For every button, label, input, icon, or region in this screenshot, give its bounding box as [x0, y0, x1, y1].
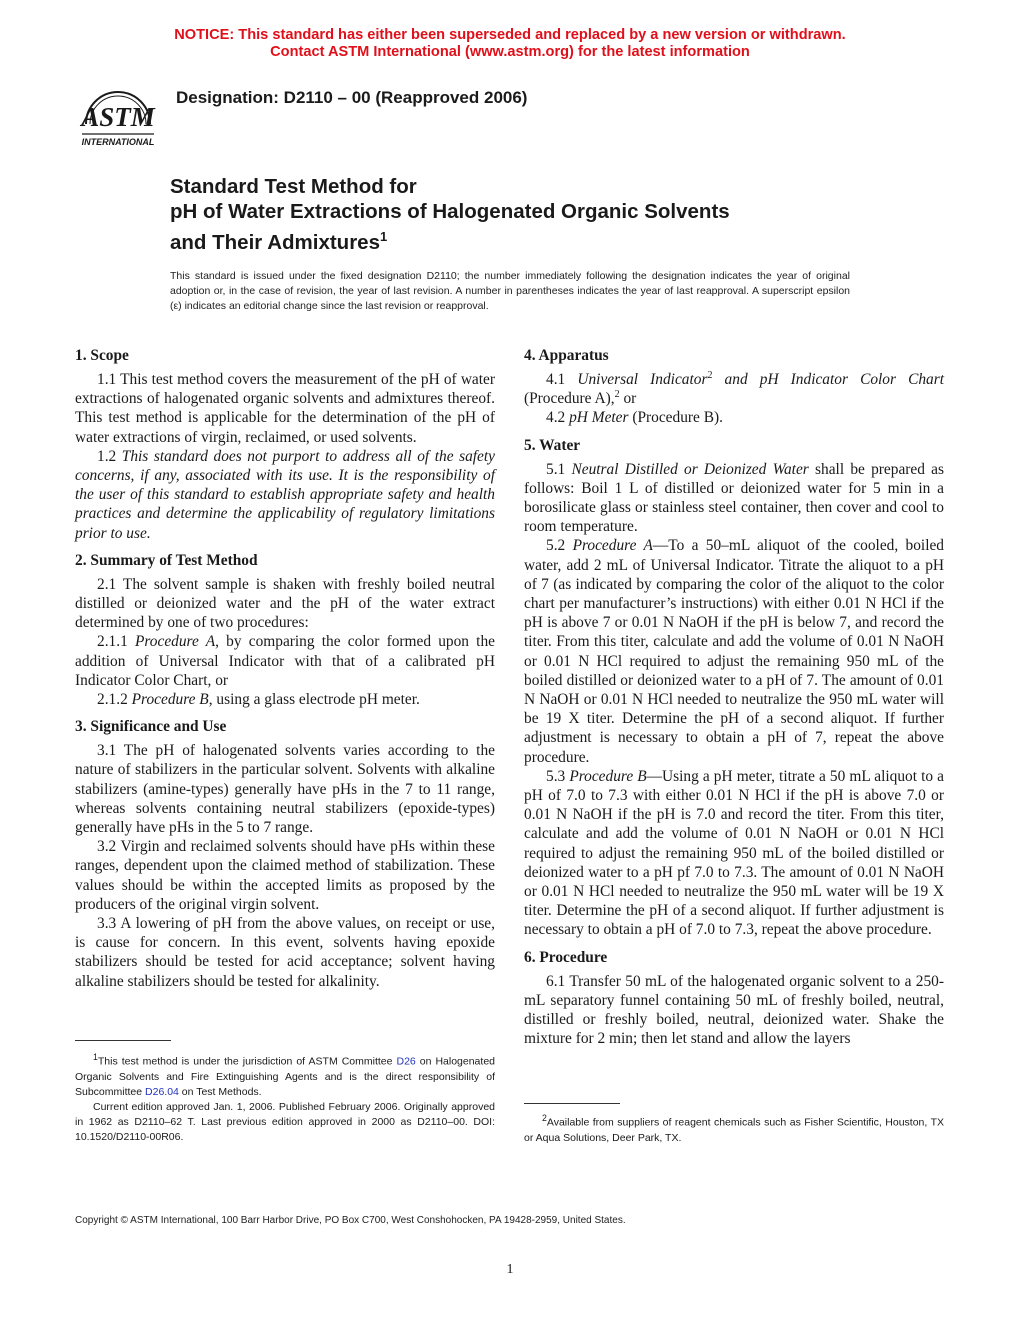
para-3-2: 3.2 Virgin and reclaimed solvents should have pHs within these ranges, dependent upon the claimed method of stabilization. These values should be within the accepted limits as proposed by the producers of the original virgin solvent.: [75, 838, 495, 913]
para-2-1-2-text: , using a glass electrode pH meter.: [208, 691, 420, 709]
para-4-1-num: 4.1: [546, 371, 578, 388]
committee-d26-link[interactable]: D26: [396, 1055, 416, 1068]
para-4-2: [524, 408, 944, 427]
footnote-2: [524, 1111, 944, 1146]
para-4-1-rest: (Procedure A),: [524, 390, 615, 408]
para-4-1-italic-1: Universal Indicator: [577, 371, 708, 388]
designation: Designation: D2110 – 00 (Reapproved 2006): [176, 88, 528, 107]
footnote-2-para: [524, 1111, 944, 1146]
para-4-2-italic: pH Meter: [569, 409, 629, 427]
para-3-3: 3.3 A lowering of pH from the above values, on receipt or use, is cause for concern. In this event, solvents having epoxide stabilizers should be tested for acid acceptance; solvent having alkaline stabilizers should be tested for alkalinity.: [75, 915, 495, 990]
footnote-ref-2a[interactable]: 2: [707, 369, 713, 381]
left-column: [75, 346, 495, 991]
notice-line-2: Contact ASTM International (www.astm.org) for the latest information: [270, 44, 750, 60]
para-2-1-1-num: 2.1.1: [97, 633, 135, 651]
footnote-1-text-b: on Halogenated Organic Solvents and Fire Extinguishing Agents and is the direct responsibility of Subcommittee: [75, 1055, 495, 1098]
para-5-2-text: —To a 50–mL aliquot of the cooled, boiled water, add 2 mL of Universal Indicator. Titrate the aliquot to a pH of 7 (as indicated by comparing the color of the aliquot to the color chart per manufacturer’s instructions) with either 0.01 N HCl if the pH is above 7 or 0.01 N NaOH if the pH is below 7, and record the titer. From this titer, calculate and add the volume of 0.01 N NaOH or 0.01 N HCl required to adjust the remaining 950 mL of the boiled distilled or deionized water to a pH of 7. The amount of 0.01 N NaOH or 0.01 N HCl needed to neutralize the 950 mL water will be 19 X titer. Determine the pH of a second aliquot. If further adjustment is necessary to obtain a pH of 7, repeat the above procedure.: [524, 537, 944, 766]
document-title: [170, 174, 730, 255]
title-line-3-text: and Their Admixtures: [170, 230, 380, 254]
footnote-2-marker: 2: [542, 1113, 547, 1123]
title-footnote-ref[interactable]: 1: [379, 229, 388, 244]
para-2-1-2: [75, 690, 495, 709]
para-2-1-1-italic: Procedure A: [134, 633, 216, 651]
para-5-3-num: 5.3: [546, 767, 570, 785]
footnote-2-text: Available from suppliers of reagent chemicals such as Fisher Scientific, Houston, TX or Aqua Solutions, Deer Park, TX.: [524, 1116, 944, 1144]
para-2-1-1-text: , by comparing the color formed upon the addition of Universal Indicator with that of a calibrated pH Indicator Color Chart, or: [75, 633, 495, 689]
section-6-heading: 6. Procedure: [524, 948, 608, 966]
footnote-1-text-a: This test method is under the jurisdiction of ASTM Committee: [97, 1055, 397, 1068]
copyright-line: Copyright © ASTM International, 100 Barr Harbor Drive, PO Box C700, West Conshohocken, PA 19428-2959, United States.: [75, 1215, 626, 1226]
section-4-heading: 4. Apparatus: [524, 347, 609, 364]
para-2-1: 2.1 The solvent sample is shaken with freshly boiled neutral distilled or deionized water and the pH of the water extract determined by one of two procedures:: [75, 575, 495, 632]
footnote-1-text-c: on Test Methods.: [178, 1085, 262, 1098]
right-column: [524, 346, 944, 1049]
para-2-1-2-italic: Procedure B: [131, 691, 209, 709]
para-5-1: [524, 460, 944, 537]
footnote-1-para-2: Current edition approved Jan. 1, 2006. Published February 2006. Originally approved in 1962 as D2110–62 T. Last previous edition approved in 2000 as D2110–00. DOI: 10.1520/D2110-00R06.: [75, 1100, 495, 1143]
issue-note: This standard is issued under the fixed designation D2110; the number immediately following the designation indicates the year of original adoption or, in the case of revision, the year of last revision. A number in parentheses indicates the year of last reapproval. A superscript epsilon (ε) indicates an editorial change since the last revision or reapproval.: [170, 270, 850, 312]
notice-line-1: NOTICE: This standard has either been superseded and replaced by a new version or withdrawn.: [174, 27, 846, 43]
para-1-1: 1.1 This test method covers the measurement of the pH of water extractions of halogenated organic solvents and admixtures thereof. This test method is applicable for the determination of the pH of water extractions of virgin, reclaimed, or used solvents.: [75, 371, 495, 446]
para-4-2-text: (Procedure B).: [628, 409, 723, 427]
footnote-1: [75, 1050, 495, 1145]
footnote-1-marker: 1: [93, 1052, 98, 1062]
para-5-3: [524, 767, 944, 940]
para-4-1: [524, 370, 944, 408]
logo-subtext: INTERNATIONAL: [81, 137, 155, 147]
withdrawal-notice: [0, 27, 1020, 61]
title-line-2: pH of Water Extractions of Halogenated Organic Solvents: [170, 200, 730, 223]
footnote-ref-2b[interactable]: 2: [614, 389, 620, 401]
para-5-3-italic: Procedure B: [569, 767, 647, 785]
para-5-1-num: 5.1: [546, 460, 572, 478]
para-6-1: 6.1 Transfer 50 mL of the halogenated organic solvent to a 250-mL separatory funnel containing 50 mL of freshly boiled, neutral, distilled or freshly boiled, neutral, deionized water. Shake the mixture for 2 min; then let stand and allow the layers: [524, 972, 944, 1048]
para-4-1-italic-2: pH Indicator Color Chart: [759, 371, 945, 388]
subcommittee-d26-04-link[interactable]: D26.04: [145, 1085, 179, 1098]
astm-logo-icon: [76, 80, 160, 150]
para-2-1-1: [75, 632, 495, 690]
para-5-3-text: —Using a pH meter, titrate a 50 mL aliquot to a pH of 7.0 to 7.3 with either 0.01 N HCl if the pH is above 7.0 or 0.01 N NaOH if the pH is 7.0 and record the titer. From this titer, calculate and add the volume of 0.01 N NaOH or 0.01 N HCl required to adjust the remaining 950 mL of the boiled distilled or deionized water to a pH pf 7.0 to 7.3. The amount of 0.01 N NaOH or 0.01 N HCl needed to neutralize the 950 mL water will be 19 X titer. Determine the pH of a second aliquot. If further adjustment is necessary to obtain a pH of 7.0 to 7.3, repeat the above procedure.: [524, 767, 944, 939]
section-2-heading: 2. Summary of Test Method: [75, 551, 258, 569]
title-line-1: Standard Test Method for: [170, 175, 417, 198]
para-5-2-num: 5.2: [546, 537, 573, 555]
footnote-rule-right: [524, 1103, 620, 1104]
para-5-1-italic: Neutral Distilled or Deionized Water: [571, 460, 809, 478]
page-number: 1: [506, 1262, 514, 1277]
para-4-1-end: or: [619, 390, 637, 408]
logo-text: ASTM: [81, 102, 155, 132]
section-3-heading: 3. Significance and Use: [75, 718, 227, 736]
title-line-3: [170, 224, 730, 255]
para-1-2-text: This standard does not purport to address all of the safety concerns, if any, associated with its use. It is the responsibility of the user of this standard to establish appropriate safety and health practices and determine the applicability of regulatory limitations prior to use.: [75, 447, 495, 542]
para-5-2-italic: Procedure A: [572, 537, 653, 555]
para-4-2-num: 4.2: [546, 409, 570, 427]
para-2-1-2-num: 2.1.2: [97, 691, 132, 709]
para-5-1-text: shall be prepared as follows: Boil 1 L of distilled or deionized water for 5 min in a borosilicate glass or stainless steel container, then cover and cool to room temperature.: [524, 460, 944, 536]
footnote-1-para-1: [75, 1050, 495, 1100]
para-1-2-num: 1.2: [97, 447, 122, 465]
section-5-heading: 5. Water: [524, 436, 581, 454]
para-3-1: 3.1 The pH of halogenated solvents varies according to the nature of stabilizers in the particular solvent. Solvents with alkaline stabilizers (amine-types) generally have pHs in the 7 to 11 range, whereas solvents containing neutral stabilizers (epoxide-types) generally have pHs in the 5 to 7 range.: [75, 742, 495, 837]
para-5-2: [524, 536, 944, 766]
section-1-heading: 1. Scope: [75, 347, 129, 364]
footnote-rule-left: [75, 1040, 171, 1041]
para-1-2: [75, 447, 495, 543]
para-4-1-mid: and: [712, 371, 760, 388]
